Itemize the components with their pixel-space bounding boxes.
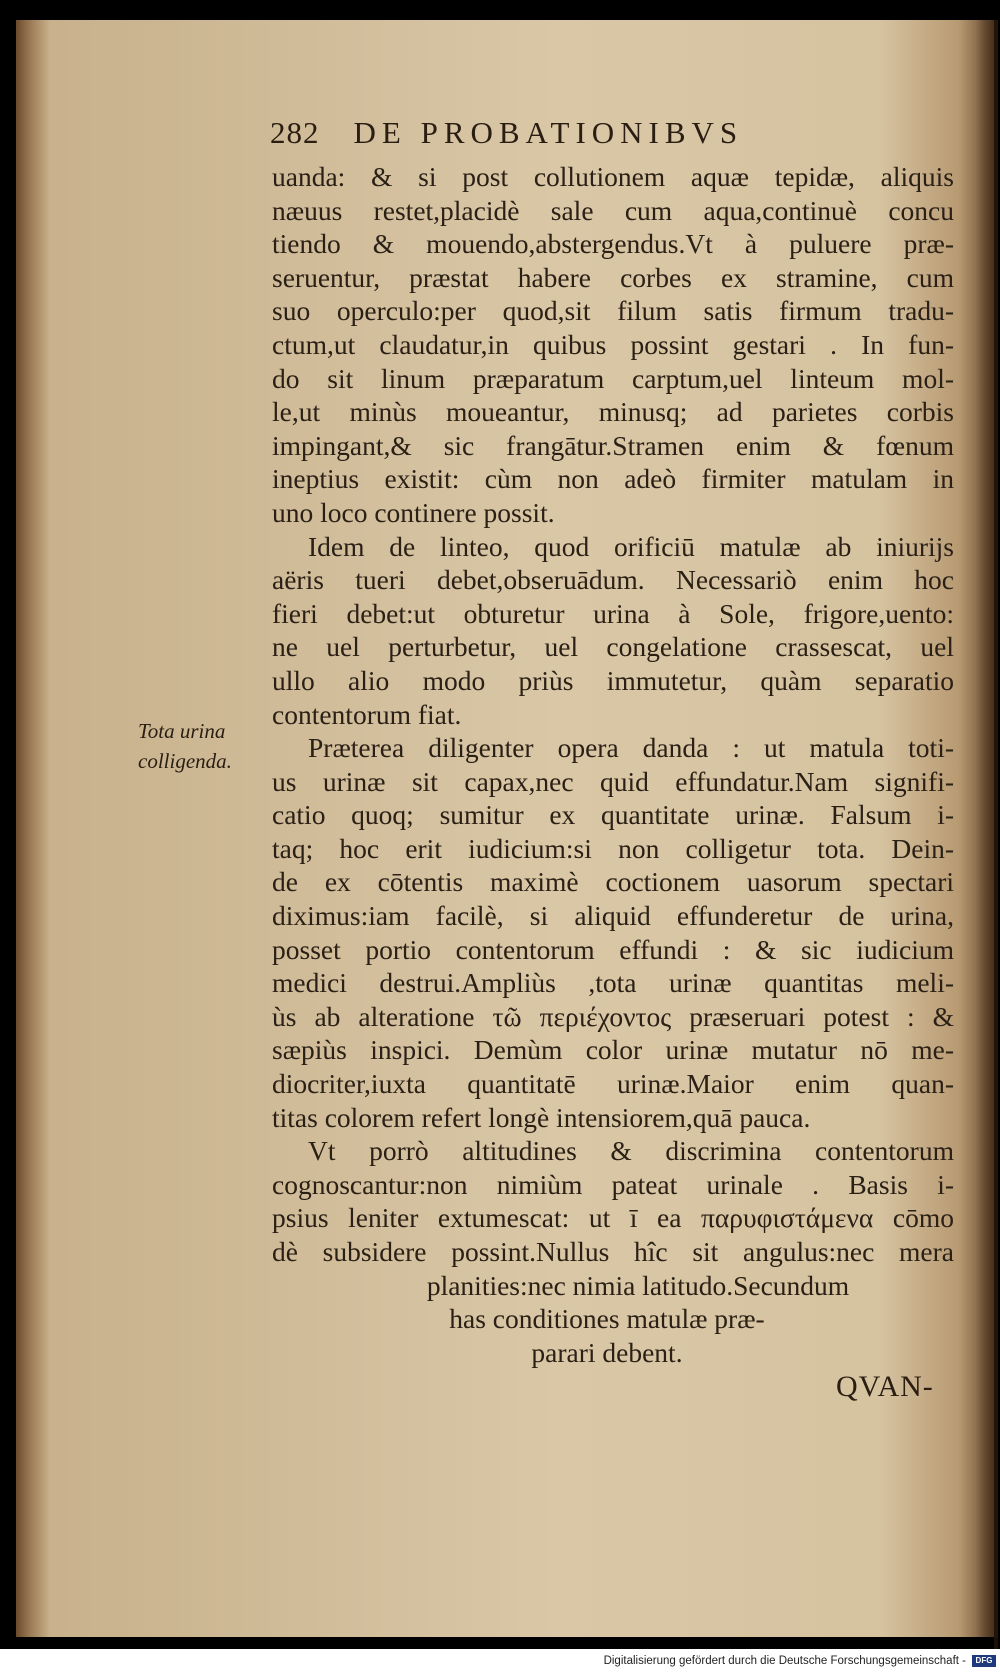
text-line: psius leniter extumescat: ut ī ea παρυφιστάμενα cōmo [272,1202,954,1234]
page-number: 282 [270,115,320,150]
text-line: ctum,ut claudatur,in quibus possint gestari . In fun- [272,328,954,360]
margin-note-line: Tota urina [138,719,226,743]
text-line: planities:nec nimia latitudo.Secundum [426,1269,850,1301]
margin-note [138,716,268,776]
text-line: has conditiones matulæ præ- [449,1303,765,1335]
text-line: do sit linum præparatum carptum,uel linteum mol- [272,362,954,394]
dfg-logo: DFG [972,1655,996,1667]
text-line: de ex cōtentis maximè coctionem uasorum spectari [272,866,954,898]
running-header [270,115,870,151]
text-line: titas colorem refert longè intensiorem,quā pauca. [272,1101,811,1133]
text-line: Præterea diligenter opera danda : ut matula toti- [308,732,954,764]
text-line: medici destrui.Ampliùs ,tota urinæ quantitas meli- [272,967,954,999]
body-text [272,160,954,1369]
text-line: uanda: & si post collutionem aquæ tepidæ, aliquis [272,161,954,192]
text-line: diximus:iam facilè, si aliquid effunderetur de urina, [272,900,954,932]
text-line: diocriter,iuxta quantitatē urinæ.Maior enim quan- [272,1068,954,1100]
text-line: parari debent. [531,1336,683,1368]
text-line: us urinæ sit capax,nec quid effundatur.Nam signifi- [272,765,954,797]
text-line: taq; hoc erit iudicium:si non colligetur tota. Dein- [272,832,954,864]
text-line: ullo alio modo priùs immutetur, quàm separatio [272,664,954,696]
text-line: catio quoq; sumitur ex quantitate urinæ. Falsum i- [272,799,954,831]
text-line: aëris tueri debet,obseruādum. Necessariò enim hoc [272,564,954,596]
text-line: ineptius existit: cùm non adeò firmiter matulam in [272,463,954,495]
text-line: posset portio contentorum effundi : & sic iudicium [272,933,954,965]
text-line: impingant,& sic frangātur.Stramen enim & fœnum [272,429,954,461]
book-spine-edge [994,20,998,1660]
text-line: ùs ab alteratione τῶ περιέχοντος præseruari potest : & [272,1000,954,1032]
text-line: dè subsidere possint.Nullus hîc sit angulus:nec mera [272,1236,954,1267]
text-line: tiendo & mouendo,abstergendus.Vt à puluere præ- [272,228,954,260]
text-line: sæpiùs inspici. Demùm color urinæ mutatur nō me- [272,1034,954,1066]
running-title: DE PROBATIONIBVS [353,115,744,150]
text-line: uno loco continere possit. [272,496,555,528]
catchword: QVAN- [836,1370,934,1403]
text-line: Idem de linteo, quod orificiū matulæ ab iniurijs [308,530,954,562]
text-line: fieri debet:ut obturetur urina à Sole, frigore,uento: [272,597,954,629]
text-line: le,ut minùs moueantur, minusq; ad parietes corbis [272,396,954,428]
text-line: Vt porrò altitudines & discrimina contentorum [308,1135,954,1167]
footer-bar [0,1649,1000,1673]
text-line: seruentur, præstat habere corbes ex stramine, cum [272,261,954,293]
digitization-credit: Digitalisierung gefördert durch die Deutsche Forschungsgemeinschaft - [603,1655,966,1667]
margin-note-line: colligenda. [138,749,232,773]
text-line: contentorum fiat. [272,698,462,730]
text-line: cognoscantur:non nimiùm pateat urinale . Basis i- [272,1168,954,1200]
text-line: suo operculo:per quod,sit filum satis firmum tradu- [272,295,954,327]
text-line: næuus restet,placidè sale cum aqua,continuè concu [272,194,954,226]
text-line: ne uel perturbetur, uel congelatione crassescat, uel [272,631,954,663]
